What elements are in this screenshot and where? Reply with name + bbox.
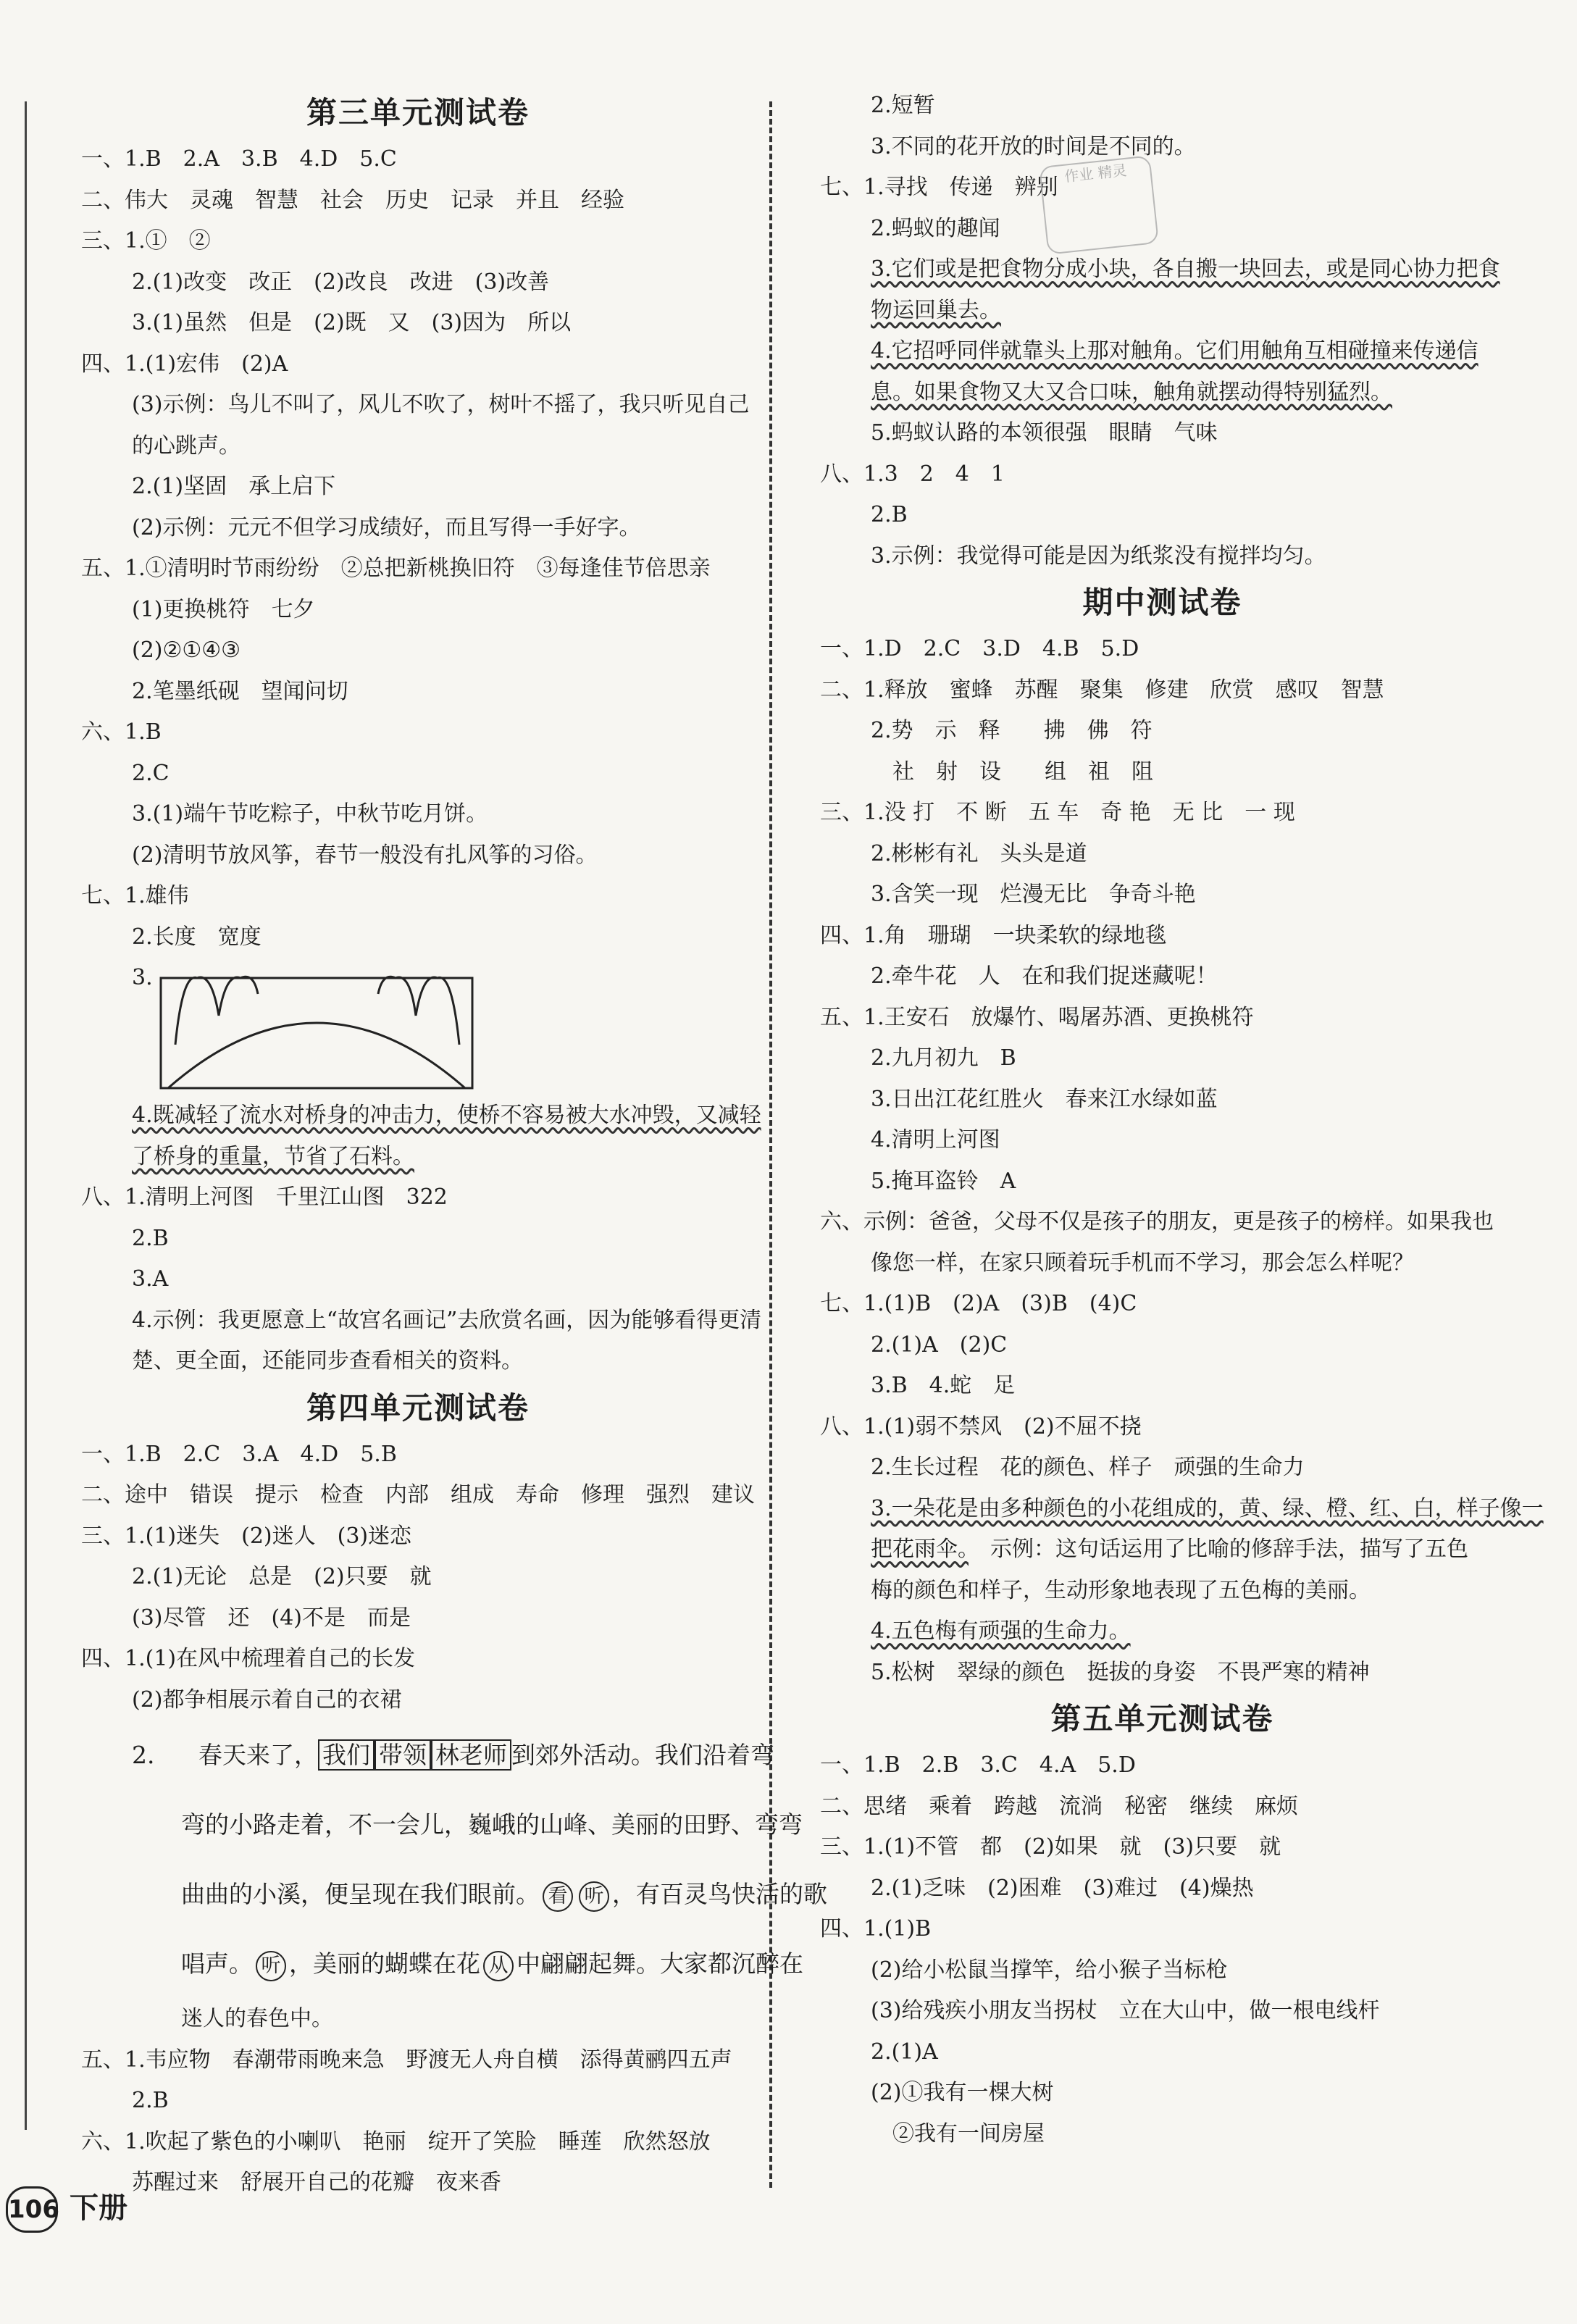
circled-word: 听 [256, 1951, 286, 1981]
answer-line: (2)①我有一棵大树 [871, 2080, 1054, 2105]
boxed-word: 我们 [318, 1739, 375, 1771]
answer-line: 一、1.D 2.C 3.D 4.B 5.D [820, 636, 1139, 661]
answer-line: 二、伟大 灵魂 智慧 社会 历史 记录 并且 经验 [81, 187, 624, 213]
answer-line: 2.生长过程 花的颜色、样子 顽强的生命力 [871, 1455, 1305, 1480]
answer-line: 5.蚂蚁认路的本领很强 眼睛 气味 [871, 420, 1218, 446]
answer-line: 2.(1)A (2)C [871, 1332, 1008, 1358]
answer-line: 二、途中 错误 提示 检查 内部 组成 寿命 修理 强烈 建议 [81, 1482, 755, 1508]
answer-line: 2.(1)改变 改正 (2)改良 改进 (3)改善 [132, 269, 550, 295]
right-column [820, 85, 1544, 2154]
answer-line: 2.彬彬有礼 头头是道 [871, 840, 1087, 866]
answer-line: 2.(1)坚固 承上启下 [132, 474, 336, 499]
answer-line: 2.笔墨纸砚 望闻问切 [132, 678, 348, 704]
answer-line: 4.清明上河图 [871, 1127, 1000, 1153]
answer-line: 二、1.释放 蜜蜂 苏醒 聚集 修建 欣赏 感叹 智慧 [820, 677, 1384, 703]
answer-line: (2)示例：元元不但学习成绩好，而且写得一手好字。 [132, 514, 641, 540]
answer-line: 4.示例：我更愿意上“故宫名画记”去欣赏名画，因为能够看得更清 [132, 1307, 762, 1333]
passage-number: 2. [132, 1741, 155, 1769]
circled-word: 看 [543, 1881, 573, 1912]
answer-line: 六、1.吹起了紫色的小喇叭 艳丽 绽开了笑脸 睡莲 欣然怒放 [81, 2128, 711, 2154]
answer-line: 5.松树 翠绿的颜色 挺拔的身姿 不畏严寒的精神 [871, 1659, 1370, 1685]
answer-line: 2.(1)A [871, 2039, 938, 2065]
unit4-title: 第四单元测试卷 [306, 1389, 530, 1426]
passage-text: ，有百灵鸟快活的歌 [612, 1880, 827, 1908]
answer-line: 楚、更全面，还能同步查看相关的资料。 [132, 1348, 523, 1374]
watermark-stamp: 作业 精灵 [1039, 155, 1159, 254]
answer-line: 2.B [871, 502, 908, 527]
answer-line: (1)更换桃符 七夕 [132, 596, 315, 622]
answer-line: 四、1.角 珊瑚 一块柔软的绿地毯 [820, 922, 1167, 948]
answer-line: 七、1.寻找 传递 辨别 [820, 175, 1058, 200]
answer-line: 3.一朵花是由多种颜色的小花组成的，黄、绿、橙、红、白，样子像一 [871, 1495, 1544, 1521]
answer-line: 七、1.(1)B (2)A (3)B (4)C [820, 1291, 1137, 1316]
left-margin-line [25, 101, 27, 2130]
answer-line: 四、1.(1)在风中梳理着自己的长发 [81, 1646, 416, 1671]
answer-line: 2.C [132, 760, 170, 786]
answer-line: 3.示例：我觉得可能是因为纸浆没有搅拌均匀。 [871, 543, 1326, 569]
passage-text: 到郊外活动。我们沿着弯 [511, 1741, 774, 1769]
answer-line: ②我有一间房屋 [892, 2120, 1045, 2147]
answer-line: 三、1.(1)迷失 (2)迷人 (3)迷恋 [81, 1523, 412, 1549]
answer-line: 示例：这句话运用了比喻的修辞手法，描写了五色 [969, 1537, 1468, 1562]
circled-word: 从 [483, 1951, 514, 1981]
answer-line: 3.B 4.蛇 足 [871, 1373, 1016, 1398]
answer-line: 息。如果食物又大又合口味，触角就摆动得特别猛烈。 [871, 379, 1392, 405]
answer-line: 5.掩耳盗铃 A [871, 1168, 1016, 1194]
answer-line: 一、1.B 2.A 3.B 4.D 5.C [81, 146, 397, 172]
answer-line: 八、1.3 2 4 1 [820, 461, 1005, 487]
answer-line: 3.A [132, 1266, 169, 1292]
answer-line: 一、1.B 2.B 3.C 4.A 5.D [820, 1752, 1136, 1778]
passage-text: ，美丽的蝴蝶在花 [289, 1949, 480, 1978]
answer-line: 六、1.B [81, 719, 162, 745]
answer-line: (3)给残疾小朋友当拐杖 立在大山中，做一根电线杆 [871, 1998, 1380, 2023]
answer-line: (2)都争相展示着自己的衣裙 [132, 1686, 402, 1713]
answer-line: 4.它招呼同伴就靠头上那对触角。它们用触角互相碰撞来传递信 [871, 338, 1478, 364]
answer-line: 了桥身的重量，节省了石料。 [132, 1143, 414, 1169]
answer-line: 八、1.(1)弱不禁风 (2)不屈不挠 [820, 1413, 1142, 1439]
answer-line: 2.短暂 [871, 93, 935, 118]
answer-line: 3.日出江花红胜火 春来江水绿如蓝 [871, 1086, 1218, 1112]
answer-line: 3.(1)虽然 但是 (2)既 又 (3)因为 所以 [132, 310, 572, 335]
answer-line: 2.(1)乏味 (2)困难 (3)难过 (4)燥热 [871, 1875, 1254, 1901]
answer-line: 社 射 设 组 祖 阻 [892, 758, 1153, 785]
corrected-passage [81, 1721, 827, 2040]
bridge-drawing [110, 972, 487, 1095]
left-column [81, 87, 827, 2204]
answer-line: 八、1.清明上河图 千里江山图 322 [81, 1184, 448, 1210]
bridge-label: 3. [132, 965, 153, 990]
answer-line: 苏醒过来 舒展开自己的花瓣 夜来香 [132, 2170, 501, 2195]
answer-line: 六、示例：爸爸，父母不仅是孩子的朋友，更是孩子的榜样。如果我也 [820, 1209, 1494, 1234]
answer-line: 三、1.(1)不管 都 (2)如果 就 (3)只要 就 [820, 1834, 1281, 1860]
answer-line: 四、1.(1)宏伟 (2)A [81, 351, 288, 377]
page-number: 106 [6, 2186, 58, 2233]
answer-line: (2)清明节放风筝，春节一般没有扎风筝的习俗。 [132, 842, 598, 868]
answer-line: 2.蚂蚁的趣闻 [871, 215, 1000, 241]
answer-line: 4.五色梅有顽强的生命力。 [871, 1618, 1131, 1644]
boxed-word: 带领 [375, 1739, 431, 1771]
answer-line: 2.B [132, 2088, 169, 2113]
answer-line: 的心跳声。 [132, 432, 240, 459]
boxed-word: 林老师 [431, 1739, 511, 1771]
unit3-title: 第三单元测试卷 [306, 95, 530, 130]
passage-text: 曲曲的小溪，便呈现在我们眼前。 [181, 1880, 540, 1908]
answer-line: 五、1.王安石 放爆竹、喝屠苏酒、更换桃符 [820, 1004, 1254, 1030]
answer-line: (3)示例：鸟儿不叫了，风儿不吹了，树叶不摇了，我只听见自己 [132, 392, 750, 417]
answer-line: 2.长度 宽度 [132, 924, 262, 950]
bridge-figure [81, 958, 755, 1095]
volume-label: 下册 [70, 2191, 127, 2225]
answer-line: 五、1.韦应物 春潮带雨晚来急 野渡无人舟自横 添得黄鹂四五声 [81, 2047, 732, 2073]
unit5-title: 第五单元测试卷 [1050, 1701, 1274, 1736]
midterm-title: 期中测试卷 [1082, 585, 1242, 620]
passage-text: 迷人的春色中。 [181, 2006, 333, 2031]
answer-line: 3.它们或是把食物分成小块，各自搬一块回去，或是同心协力把食 [871, 256, 1500, 282]
passage-text: 春天来了， [198, 1741, 318, 1769]
answer-line: 七、1.雄伟 [81, 883, 189, 908]
answer-line: 一、1.B 2.C 3.A 4.D 5.B [81, 1441, 397, 1467]
answer-line: 五、1.①清明时节雨纷纷 ②总把新桃换旧符 ③每逢佳节倍思亲 [81, 556, 711, 581]
answer-line: 二、思绪 乘着 跨越 流淌 秘密 继续 麻烦 [820, 1793, 1298, 1819]
answer-line: 2.(1)无论 总是 (2)只要 就 [132, 1564, 432, 1589]
answer-line: 物运回巢去。 [871, 297, 1001, 323]
answer-line: 3.含笑一现 烂漫无比 争奇斗艳 [871, 882, 1196, 907]
answer-line: 四、1.(1)B [820, 1916, 932, 1941]
answer-line: 2.九月初九 B [871, 1045, 1016, 1071]
answer-line: (3)尽管 还 (4)不是 而是 [132, 1605, 411, 1631]
answer-line: 2.B [132, 1225, 169, 1251]
page-footer [0, 2181, 217, 2239]
answer-line: 3.(1)端午节吃粽子，中秋节吃月饼。 [132, 801, 488, 827]
answer-line: 3.不同的花开放的时间是不同的。 [871, 133, 1196, 159]
answer-line: 三、1.① ② [81, 228, 211, 254]
answer-line: (2)给小松鼠当撑竿，给小猴子当标枪 [871, 1957, 1228, 1983]
answer-line: 2.牵牛花 人 在和我们捉迷藏呢！ [871, 964, 1218, 989]
circled-word: 听 [579, 1881, 609, 1912]
passage-text: 弯的小路走着，不一会儿，巍峨的山峰、美丽的田野、弯弯 [181, 1810, 803, 1839]
answer-line: 三、1.没 打 不 断 五 车 奇 艳 无 比 一 现 [820, 800, 1295, 825]
passage-text: 中翩翩起舞。大家都沉醉在 [516, 1949, 803, 1978]
answer-line: 像您一样，在家只顾着玩手机而不学习，那会怎么样呢？ [871, 1250, 1414, 1276]
passage-text: 唱声。 [181, 1949, 253, 1978]
answer-line: 2.势 示 释 拂 佛 符 [871, 718, 1153, 743]
answer-line: 梅的颜色和样子，生动形象地表现了五色梅的美丽。 [871, 1577, 1371, 1603]
answer-line: (2)②①④③ [132, 638, 241, 663]
answer-line: 4.既减轻了流水对桥身的冲击力，使桥不容易被大水冲毁，又减轻 [132, 1103, 761, 1128]
answer-line: 把花雨伞。 [871, 1537, 969, 1562]
